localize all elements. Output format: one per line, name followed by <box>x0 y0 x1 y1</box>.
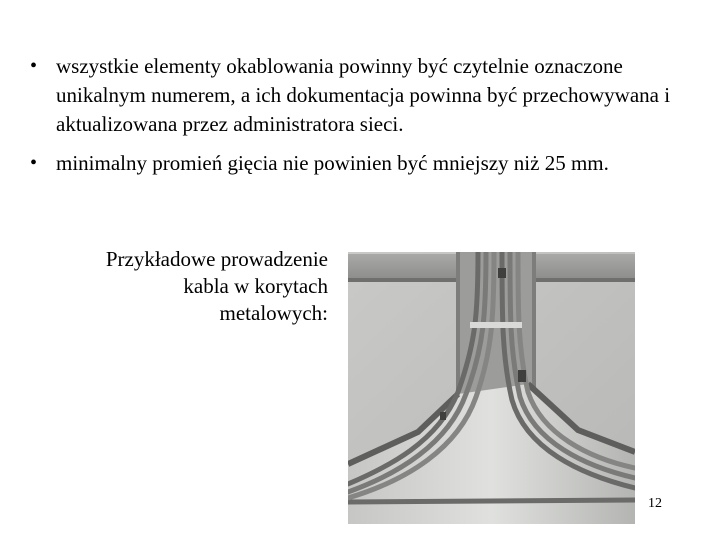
bullet-text: wszystkie elementy okablowania powinny być czytelnie oznaczone unikalnym numerem, a ich dokumentacja powinna być przechowywana i aktualizowana przez administratora sieci. <box>56 54 671 136</box>
photo-caption <box>60 246 328 327</box>
bullet-item-bend-radius <box>30 149 700 178</box>
caption-line: metalowych: <box>219 301 328 325</box>
bullet-text: minimalny promień gięcia nie powinien być mniejszy niż 25 mm. <box>56 151 609 175</box>
caption-line: Przykładowe prowadzenie <box>105 247 328 271</box>
bullet-item-labeling <box>30 52 700 139</box>
bullet-list <box>30 52 700 188</box>
caption-line: kabla w korytach <box>183 274 328 298</box>
bullet-marker: • <box>30 152 38 174</box>
cable-tray-photo <box>348 252 635 524</box>
page-number: 12 <box>648 496 662 511</box>
bullet-marker: • <box>30 55 38 77</box>
